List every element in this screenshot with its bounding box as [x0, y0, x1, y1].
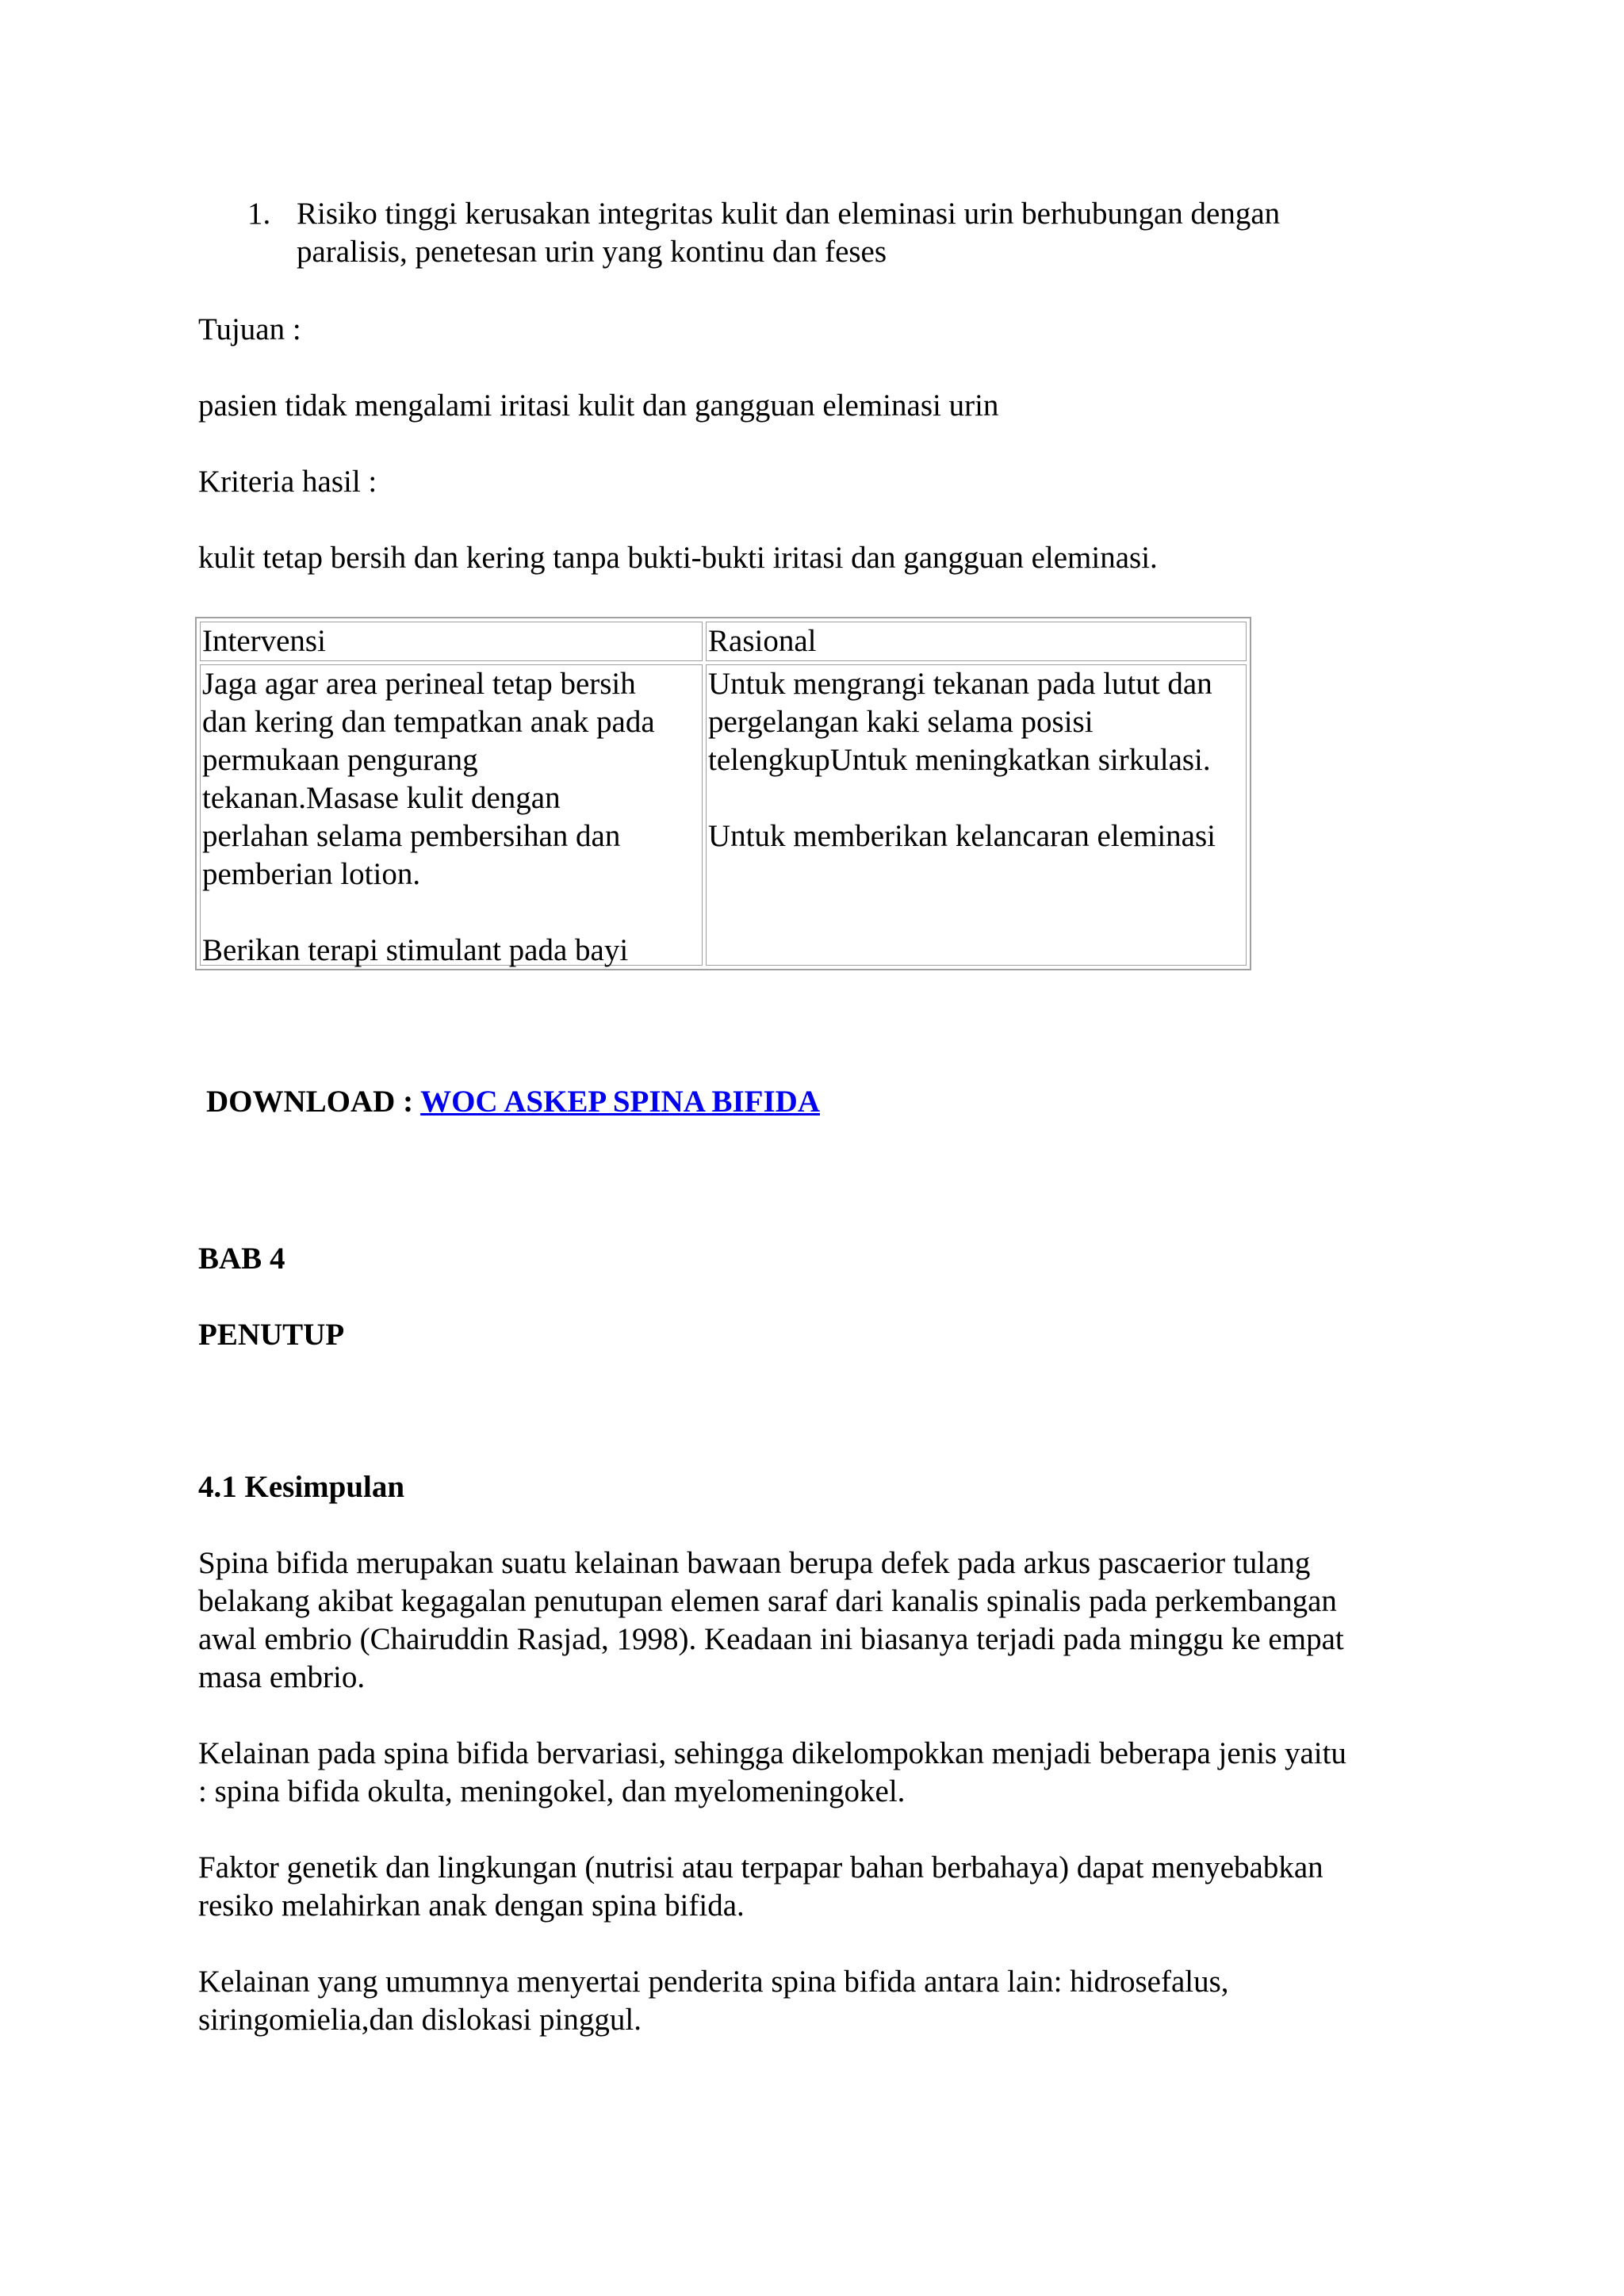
table-header-rasional: Rasional — [706, 622, 1247, 661]
paragraph — [198, 1963, 1229, 2039]
table-cell-line: permukaan pengurang — [202, 743, 478, 777]
table-cell-line: perlahan selama pembersihan dan — [202, 819, 621, 853]
intervensi-table — [195, 617, 1251, 970]
paragraph — [198, 1735, 1346, 1811]
chapter-heading: BAB 4 — [198, 1242, 285, 1276]
table-header-intervensi: Intervensi — [200, 622, 703, 661]
table-cell-line: Jaga agar area perineal tetap bersih — [202, 667, 636, 701]
download-line — [206, 1083, 820, 1121]
table-cell-line: pemberian lotion. — [202, 857, 421, 891]
table-cell-line: Untuk memberikan kelancaran eleminasi — [708, 819, 1216, 853]
table-cell-rasional — [706, 664, 1247, 966]
section-heading: 4.1 Kesimpulan — [198, 1470, 405, 1504]
paragraph — [198, 1544, 1344, 1697]
paragraph-line: Kelainan yang umumnya menyertai penderita spina bifida antara lain: hidrosefalus, — [198, 1965, 1229, 1999]
tujuan-label: Tujuan : — [198, 312, 301, 346]
list-number: 1. — [247, 197, 271, 231]
paragraph-line: resiko melahirkan anak dengan spina bifida. — [198, 1888, 745, 1923]
paragraph-line: masa embrio. — [198, 1660, 366, 1694]
list-item-line: Risiko tinggi kerusakan integritas kulit dan eleminasi urin berhubungan dengan — [297, 197, 1281, 231]
paragraph-line: siringomielia,dan dislokasi pinggul. — [198, 2003, 642, 2037]
table-cell-line: pergelangan kaki selama posisi — [708, 705, 1094, 739]
list-item-line: paralisis, penetesan urin yang kontinu dan feses — [297, 235, 887, 269]
kriteria-text: kulit tetap bersih dan kering tanpa bukti-bukti iritasi dan gangguan eleminasi. — [198, 541, 1158, 575]
paragraph-line: : spina bifida okulta, meningokel, dan myelomeningokel. — [198, 1774, 906, 1808]
table-cell-line: telengkupUntuk meningkatkan sirkulasi. — [708, 743, 1211, 777]
kriteria-label: Kriteria hasil : — [198, 465, 377, 499]
paragraph-line: Kelainan pada spina bifida bervariasi, sehingga dikelompokkan menjadi beberapa jenis yaitu — [198, 1736, 1346, 1770]
table-cell-intervensi — [200, 664, 703, 966]
paragraph-line: Faktor genetik dan lingkungan (nutrisi atau terpapar bahan berbahaya) dapat menyebabkan — [198, 1850, 1323, 1885]
chapter-title: PENUTUP — [198, 1318, 345, 1352]
tujuan-text: pasien tidak mengalami iritasi kulit dan gangguan eleminasi urin — [198, 388, 999, 423]
list-item-text — [297, 195, 1280, 271]
table-cell-line: Berikan terapi stimulant pada bayi — [202, 933, 629, 967]
table-cell-line: dan kering dan tempatkan anak pada — [202, 705, 655, 739]
download-label: DOWNLOAD : — [206, 1085, 421, 1119]
paragraph — [198, 1849, 1323, 1925]
table-cell-line: tekanan.Masase kulit dengan — [202, 781, 561, 815]
paragraph-line: awal embrio (Chairuddin Rasjad, 1998). Keadaan ini biasanya terjadi pada minggu ke empat — [198, 1622, 1344, 1656]
paragraph-line: Spina bifida merupakan suatu kelainan bawaan berupa defek pada arkus pascaerior tulang — [198, 1546, 1311, 1580]
paragraph-line: belakang akibat kegagalan penutupan elemen saraf dari kanalis spinalis pada perkembangan — [198, 1584, 1337, 1618]
table-cell-line: Untuk mengrangi tekanan pada lutut dan — [708, 667, 1212, 701]
woc-askep-spina-bifida-link[interactable]: WOC ASKEP SPINA BIFIDA — [420, 1085, 820, 1119]
